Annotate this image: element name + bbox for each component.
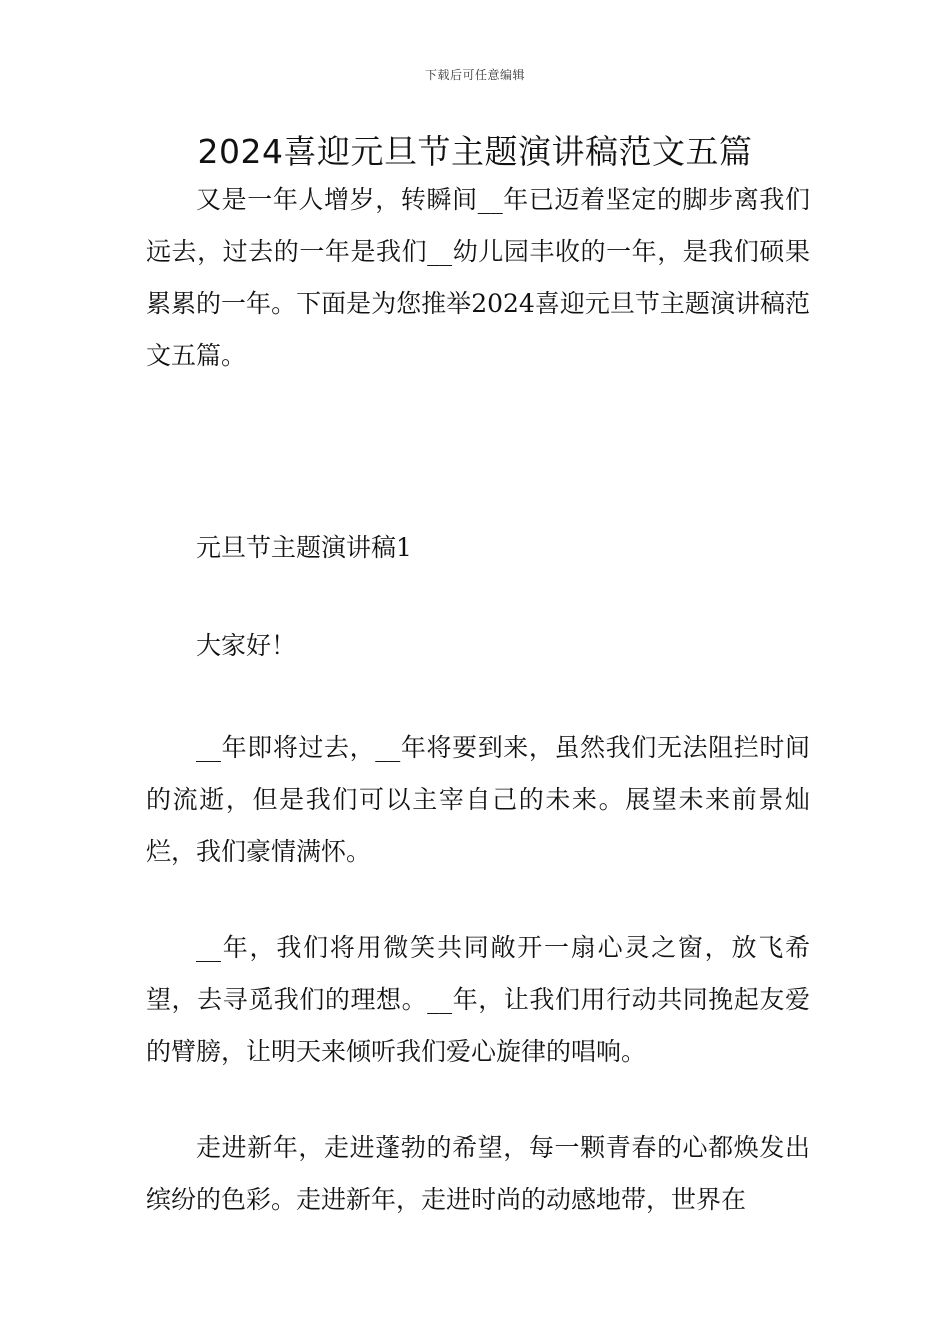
body-paragraph: 走进新年，走进蓬勃的希望，每一颗青春的心都焕发出缤纷的色彩。走进新年，走进时尚的动感地带，世界在 — [146, 1133, 810, 1214]
body-paragraph: __年即将过去，__年将要到来，虽然我们无法阻拦时间的流逝，但是我们可以主宰自己的未来。展望未来前景灿烂，我们豪情满怀。 — [146, 733, 810, 866]
greeting: 大家好！ — [196, 631, 297, 660]
header-note: 下载后可任意编辑 — [424, 68, 525, 82]
document-title: 2024喜迎元旦节主题演讲稿范文五篇 — [197, 132, 753, 171]
section-heading: 元旦节主题演讲稿1 — [196, 533, 412, 562]
intro-paragraph: 又是一年人增岁，转瞬间__年已迈着坚定的脚步离我们远去，过去的一年是我们__幼儿园丰收的一年，是我们硕果累累的一年。下面是为您推举2024喜迎元旦节主题演讲稿范文五篇。 — [146, 185, 810, 370]
body-paragraph: __年，我们将用微笑共同敞开一扇心灵之窗，放飞希望，去寻觅我们的理想。__年，让我们用行动共同挽起友爱的臂膀，让明天来倾听我们爱心旋律的唱响。 — [146, 933, 810, 1066]
